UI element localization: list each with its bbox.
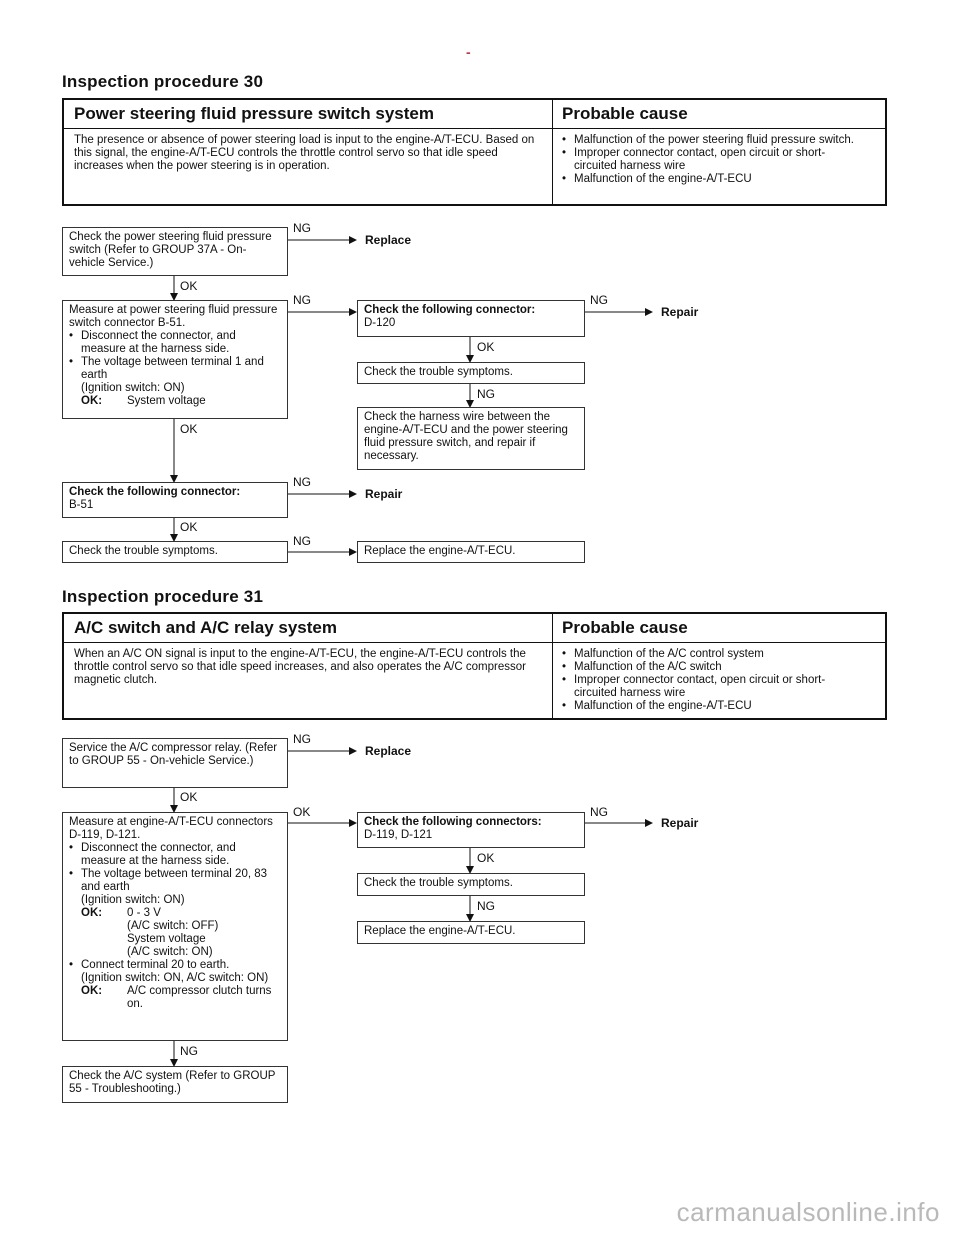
- cause-item: • Malfunction of the A/C switch: [562, 661, 722, 673]
- action-replace: Replace: [365, 233, 412, 247]
- action-repair: Repair: [365, 487, 403, 501]
- flow-label-ng: NG: [477, 899, 495, 913]
- step-service-ac-relay: Service the A/C compressor relay. (Refer to GROUP 55 - On-vehicle Service.): [62, 738, 288, 788]
- step-replace-ecu: Replace the engine-A/T-ECU.: [357, 541, 585, 563]
- cause-item: • Malfunction of the A/C control system: [562, 648, 764, 660]
- watermark: carmanualsonline.info: [676, 1197, 940, 1227]
- table-header-cause: Probable cause: [562, 104, 688, 123]
- step-check-ps-switch: Check the power steering fluid pressure switch (Refer to GROUP 37A - On-vehicle Service.): [62, 227, 288, 276]
- action-repair: Repair: [661, 305, 699, 319]
- flow-label-ok: OK: [180, 279, 198, 293]
- flow-label-ng: NG: [293, 732, 311, 746]
- flow-label-ng: NG: [590, 293, 608, 307]
- step-check-ac-system: Check the A/C system (Refer to GROUP 55 - Troubleshooting.): [62, 1066, 288, 1103]
- bullet-item: • Disconnect the connector, and measure at the harness side.: [69, 842, 236, 867]
- flow-label-ng: NG: [477, 387, 495, 401]
- cause-item: • Improper connector contact, open circuit or short-circuited harness wire: [562, 147, 826, 172]
- bullet-item: • Disconnect the connector, and measure at the harness side.: [69, 330, 236, 355]
- flow-label-ng: NG: [293, 534, 311, 548]
- flow-label-ng: NG: [293, 475, 311, 489]
- flow-label-ok: OK: [180, 520, 198, 534]
- cause-item: • Improper connector contact, open circuit or short-circuited harness wire: [562, 674, 826, 699]
- step-check-trouble-symptoms: Check the trouble symptoms.: [357, 362, 585, 384]
- action-repair: Repair: [661, 816, 699, 830]
- bullet-item: • The voltage between terminal 20, 83 and earth: [69, 868, 268, 893]
- table-description: When an A/C ON signal is input to the engine-A/T-ECU, the engine-A/T-ECU controls the throttle control servo so that idle speed increases, and also operates the A/C compressor magnetic clutch.: [74, 648, 526, 686]
- flow-label-ok: OK: [477, 340, 495, 354]
- flow-label-ng: NG: [180, 1044, 198, 1058]
- table-header-system: Power steering fluid pressure switch system: [74, 104, 434, 123]
- step-replace-ecu: Replace the engine-A/T-ECU.: [357, 921, 585, 944]
- table-causes: [562, 648, 862, 713]
- table-header-cause: Probable cause: [562, 618, 688, 637]
- flow-label-ng: NG: [293, 221, 311, 235]
- cause-item: • Malfunction of the power steering fluid pressure switch.: [562, 134, 854, 146]
- step-measure-ecu-connectors: Measure at engine-A/T-ECU connectors D-119, D-121. • Disconnect the connector, and measure at the harness side. • The voltage between terminal 20, 83 and earth (Ignition switch: ON) OK: 0 - 3 V (A/C switch: OFF) System voltage (A/C switch: ON) • Connect terminal 20 to earth. (Ignition switch: ON, A/C switch: ON) OK: A/C compressor clutch turns on.: [62, 812, 288, 1041]
- procedure-31-title: Inspection procedure 31: [62, 587, 264, 606]
- procedure-30-title: Inspection procedure 30: [62, 72, 264, 91]
- flow-label-ok: OK: [293, 805, 311, 819]
- step-check-trouble-symptoms: Check the trouble symptoms.: [357, 873, 585, 896]
- table-description: The presence or absence of power steering load is input to the engine-A/T-ECU. Based on this signal, the engine-A/T-ECU controls the throttle control servo so that idle speed increases when the power steering is in operation.: [74, 134, 535, 172]
- cause-item: • Malfunction of the engine-A/T-ECU: [562, 700, 752, 712]
- procedure-31-table: [62, 612, 887, 720]
- cause-item: • Malfunction of the engine-A/T-ECU: [562, 173, 752, 185]
- bullet-item: • The voltage between terminal 1 and earth: [69, 356, 264, 381]
- action-replace: Replace: [365, 744, 412, 758]
- header-mark: -: [466, 44, 471, 60]
- step-check-connector-b51: Check the following connector: B-51: [62, 482, 288, 518]
- step-check-trouble-symptoms: Check the trouble symptoms.: [62, 541, 288, 563]
- bullet-item: • Connect terminal 20 to earth.: [69, 959, 230, 971]
- table-header-system: A/C switch and A/C relay system: [74, 618, 337, 637]
- step-check-harness-wire: Check the harness wire between the engine-A/T-ECU and the power steering fluid pressure switch, and repair if necessary.: [357, 407, 585, 470]
- flow-label-ok: OK: [180, 790, 198, 804]
- flow-label-ng: NG: [590, 805, 608, 819]
- step-check-connectors-d119-d121: Check the following connectors: D-119, D-121: [357, 812, 585, 848]
- step-check-connector-d120: Check the following connector: D-120: [357, 300, 585, 337]
- step-measure-b51: Measure at power steering fluid pressure switch connector B-51. • Disconnect the connector, and measure at the harness side. • The voltage between terminal 1 and earth (Ignition switch: ON) OK: System voltage: [62, 300, 288, 419]
- flow-label-ok: OK: [180, 422, 198, 436]
- flow-label-ng: NG: [293, 293, 311, 307]
- flow-label-ok: OK: [477, 851, 495, 865]
